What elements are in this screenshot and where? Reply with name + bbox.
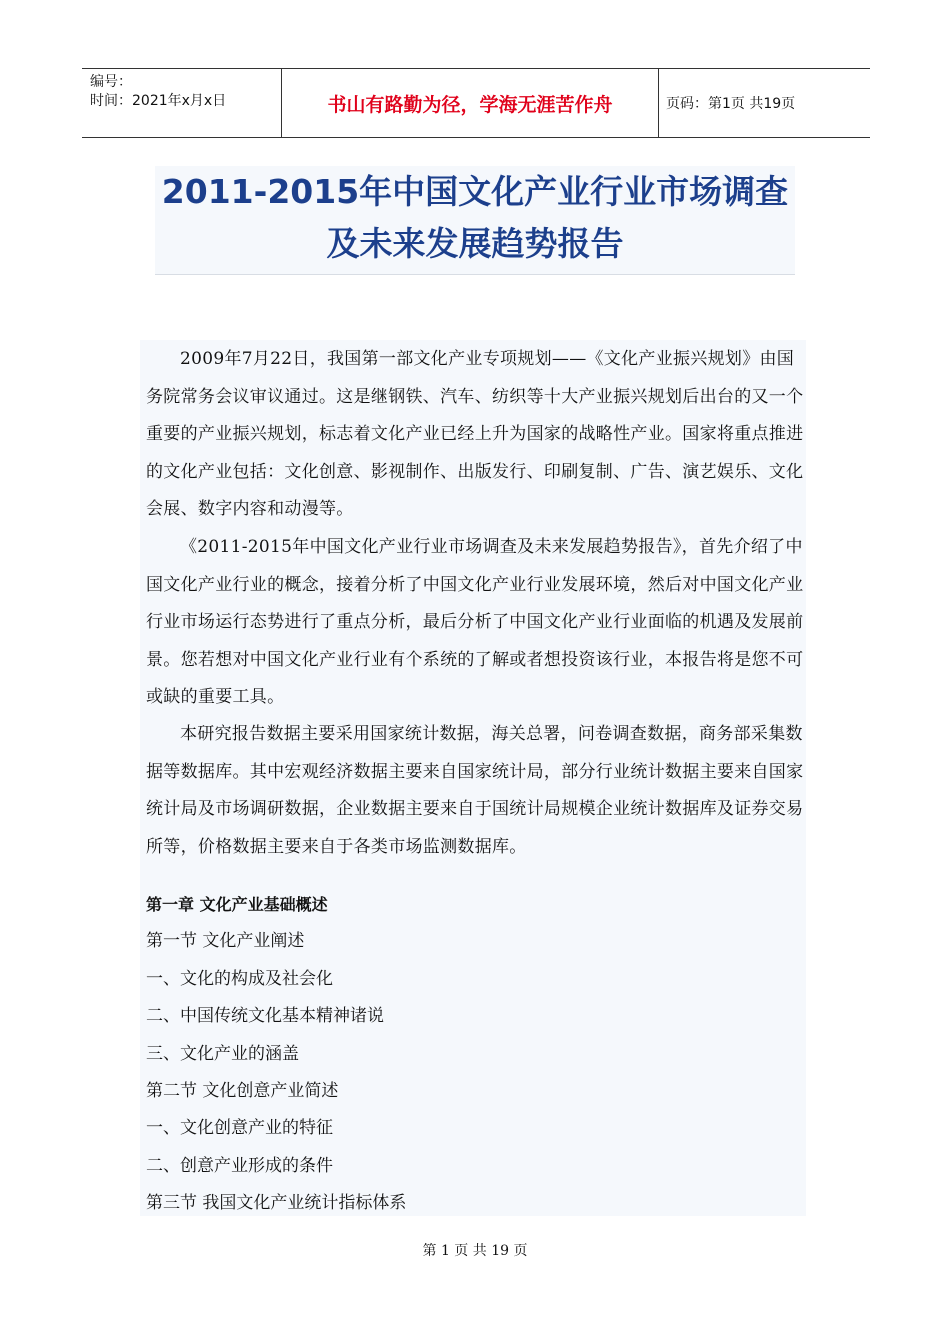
paragraph: 2009年7月22日，我国第一部文化产业专项规划——《文化产业振兴规划》由国务院常务会议审议通过。这是继钢铁、汽车、纺织等十大产业振兴规划后出台的又一个重要的产业振兴规划，标志着文化产业已经上升为国家的战略性产业。国家将重点推进的文化产业包括：文化创意、影视制作、出版发行、印刷复制、广告、演艺娱乐、文化会展、数字内容和动漫等。 bbox=[146, 349, 804, 520]
toc-section: 第三节 我国文化产业统计指标体系 bbox=[146, 1193, 407, 1214]
paragraph: 本研究报告数据主要采用国家统计数据，海关总署，问卷调查数据，商务部采集数据等数据库。其中宏观经济数据主要来自国家统计局，部分行业统计数据主要来自国家统计局及市场调研数据，企业数据主要来自于国统计局规模企业统计数据库及证券交易所等，价格数据主要来自于各类市场监测数据库。 bbox=[146, 724, 804, 857]
title-line-2: 及未来发展趋势报告 bbox=[326, 224, 624, 263]
toc-item: 一、文化的构成及社会化 bbox=[146, 968, 333, 989]
toc-section: 第二节 文化创意产业简述 bbox=[146, 1080, 339, 1101]
paragraph: 《2011-2015年中国文化产业行业市场调查及未来发展趋势报告》，首先介绍了中国文化产业行业的概念，接着分析了中国文化产业行业发展环境，然后对中国文化产业行业市场运行态势进行了重点分析，最后分析了中国文化产业行业面临的机遇及发展前景。您若想对中国文化产业行业有个系统的了解或者想投资该行业，本报告将是您不可或缺的重要工具。 bbox=[146, 537, 804, 708]
number-label: 编号： bbox=[90, 74, 132, 90]
motto: 书山有路勤为径，学海无涯苦作舟 bbox=[282, 69, 659, 137]
document-title bbox=[155, 166, 795, 275]
header-meta-cell bbox=[82, 69, 282, 137]
toc-item: 三、文化产业的涵盖 bbox=[146, 1043, 299, 1064]
table-of-contents bbox=[146, 886, 406, 1223]
toc-section: 第一节 文化产业阐述 bbox=[146, 931, 305, 952]
toc-item: 二、中国传统文化基本精神诸说 bbox=[146, 1006, 384, 1027]
page-footer: 第 1 页 共 19 页 bbox=[422, 1243, 528, 1259]
toc-item: 一、文化创意产业的特征 bbox=[146, 1118, 333, 1139]
time-label: 时间：2021年x月x日 bbox=[90, 93, 227, 109]
toc-item: 二、创意产业形成的条件 bbox=[146, 1155, 333, 1176]
header-table bbox=[82, 68, 870, 138]
page-label: 页码：第1页 共19页 bbox=[666, 96, 796, 112]
document-body bbox=[140, 340, 806, 1216]
toc-chapter: 第一章 文化产业基础概述 bbox=[146, 895, 328, 914]
title-line-1: 2011-2015年中国文化产业行业市场调查 bbox=[161, 172, 789, 211]
